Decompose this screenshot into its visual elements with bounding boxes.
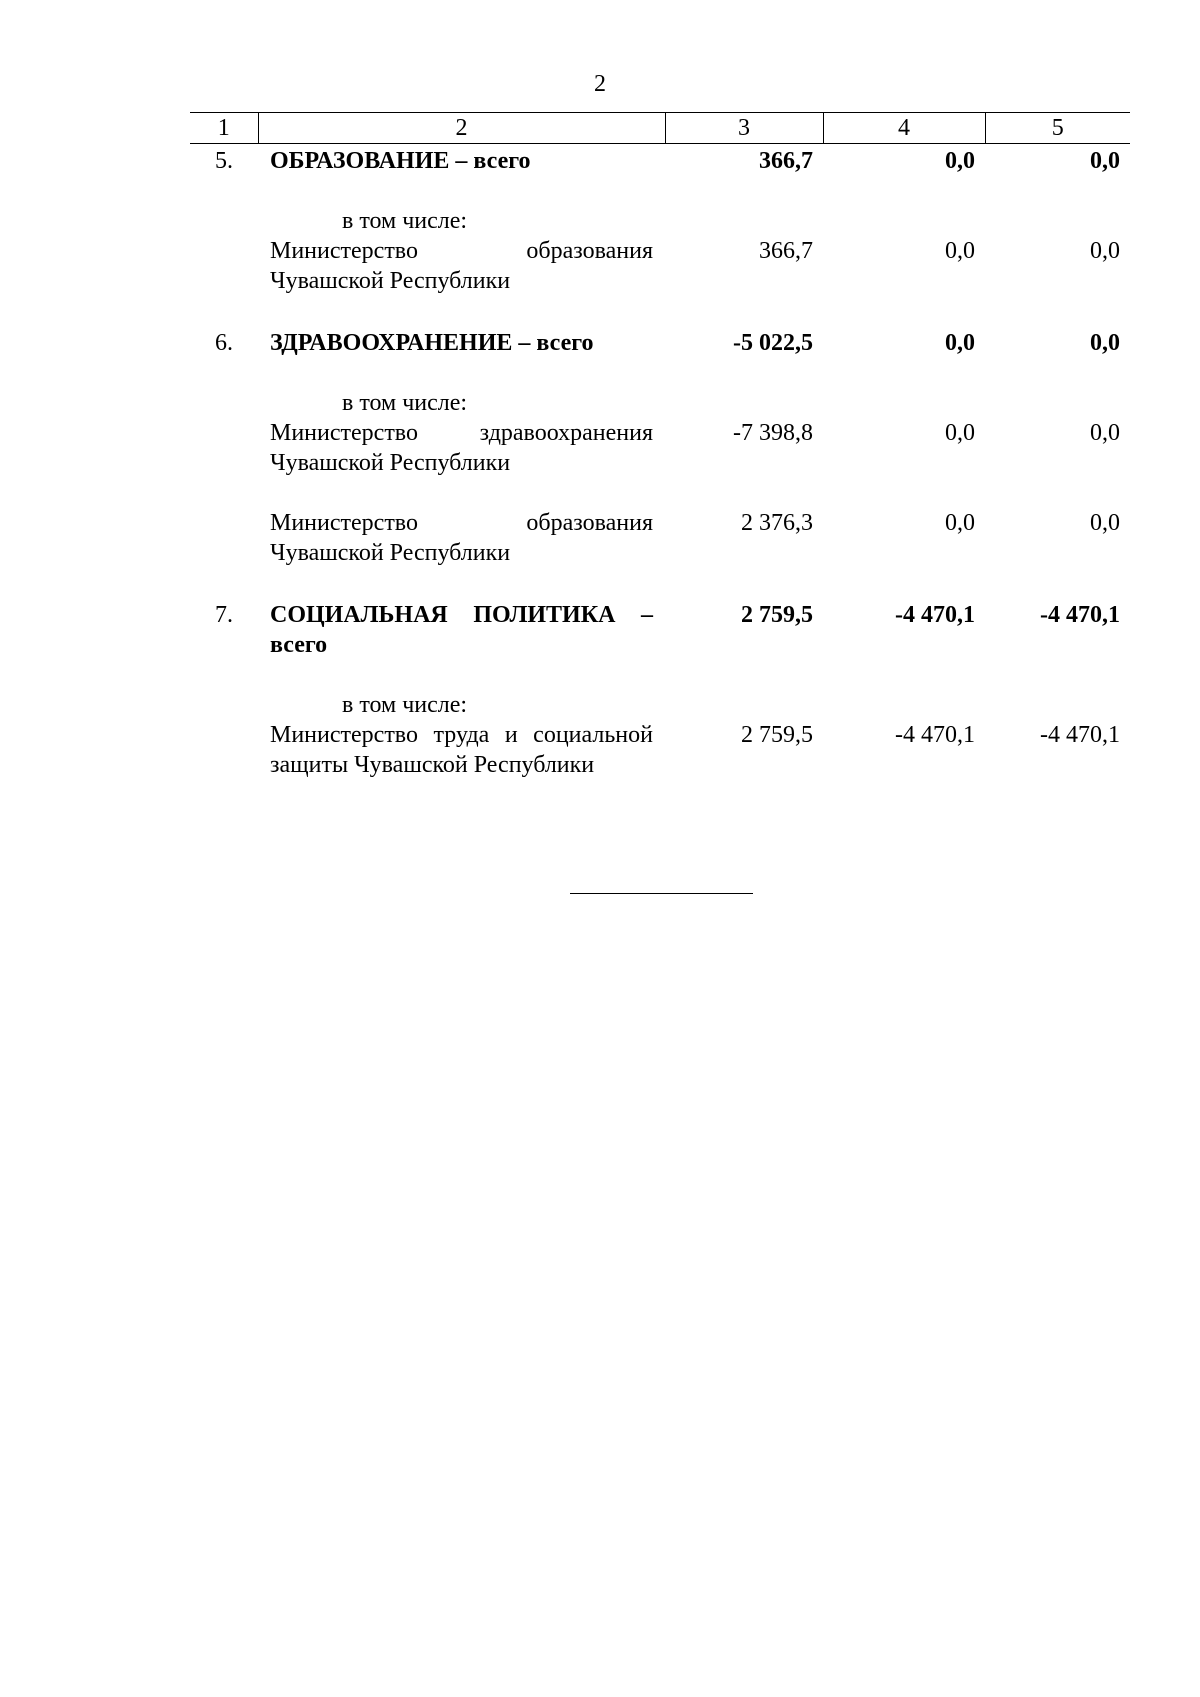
row-value-col5: 0,0	[1090, 148, 1120, 174]
row-name: СОЦИАЛЬНАЯ ПОЛИТИКА – всего	[270, 602, 653, 658]
row-value-col4: 0,0	[945, 148, 975, 174]
table-row-item	[190, 236, 1130, 296]
row-name: Министерство образования Чувашской Республики	[270, 238, 653, 294]
row-name: Министерство труда и социальной защиты Чувашской Республики	[270, 722, 653, 778]
table-row-section-social-policy	[190, 598, 1130, 660]
table-row-including	[190, 388, 1130, 418]
row-name: Министерство здравоохранения Чувашской Республики	[270, 420, 653, 476]
row-value-col3: 366,7	[759, 148, 813, 174]
budget-table	[190, 112, 1130, 780]
table-header-row	[190, 113, 1130, 144]
row-value-col3: 366,7	[759, 238, 813, 264]
table-row-section-education	[190, 144, 1130, 177]
row-value-col3: -5 022,5	[733, 330, 813, 356]
table-row-item	[190, 418, 1130, 478]
row-value-col4: 0,0	[945, 330, 975, 356]
row-value-col4: -4 470,1	[895, 722, 975, 748]
row-value-col4: 0,0	[945, 420, 975, 446]
row-value-col3: 2 759,5	[741, 602, 813, 628]
row-number: 7.	[215, 602, 233, 628]
row-name: ЗДРАВООХРАНЕНИЕ – всего	[270, 330, 594, 356]
column-header-4: 4	[823, 113, 985, 144]
column-header-2: 2	[258, 113, 665, 144]
row-value-col3: 2 759,5	[741, 722, 813, 748]
row-value-col5: 0,0	[1090, 420, 1120, 446]
row-value-col5: -4 470,1	[1040, 602, 1120, 628]
row-value-col4: 0,0	[945, 510, 975, 536]
column-header-3: 3	[665, 113, 823, 144]
row-name: Министерство образования Чувашской Республики	[270, 510, 653, 566]
row-value-col4: 0,0	[945, 238, 975, 264]
row-value-col5: -4 470,1	[1040, 722, 1120, 748]
table-row-section-healthcare	[190, 326, 1130, 358]
row-value-col4: -4 470,1	[895, 602, 975, 628]
row-value-col5: 0,0	[1090, 238, 1120, 264]
column-header-5: 5	[985, 113, 1130, 144]
row-value-col3: 2 376,3	[741, 510, 813, 536]
end-divider-line	[570, 893, 753, 894]
column-header-1: 1	[190, 113, 258, 144]
row-value-col5: 0,0	[1090, 330, 1120, 356]
budget-table-container	[190, 112, 1130, 780]
row-name: в том числе:	[342, 390, 468, 416]
row-number: 6.	[215, 330, 233, 356]
row-number: 5.	[215, 148, 233, 174]
page-number: 2	[594, 71, 606, 97]
row-value-col5: 0,0	[1090, 510, 1120, 536]
row-name: ОБРАЗОВАНИЕ – всего	[270, 148, 531, 174]
table-row-including	[190, 206, 1130, 236]
table-row-item	[190, 720, 1130, 780]
row-name: в том числе:	[342, 692, 468, 718]
row-name: в том числе:	[342, 208, 468, 234]
table-row-item	[190, 508, 1130, 568]
table-row-including	[190, 690, 1130, 720]
row-value-col3: -7 398,8	[733, 420, 813, 446]
